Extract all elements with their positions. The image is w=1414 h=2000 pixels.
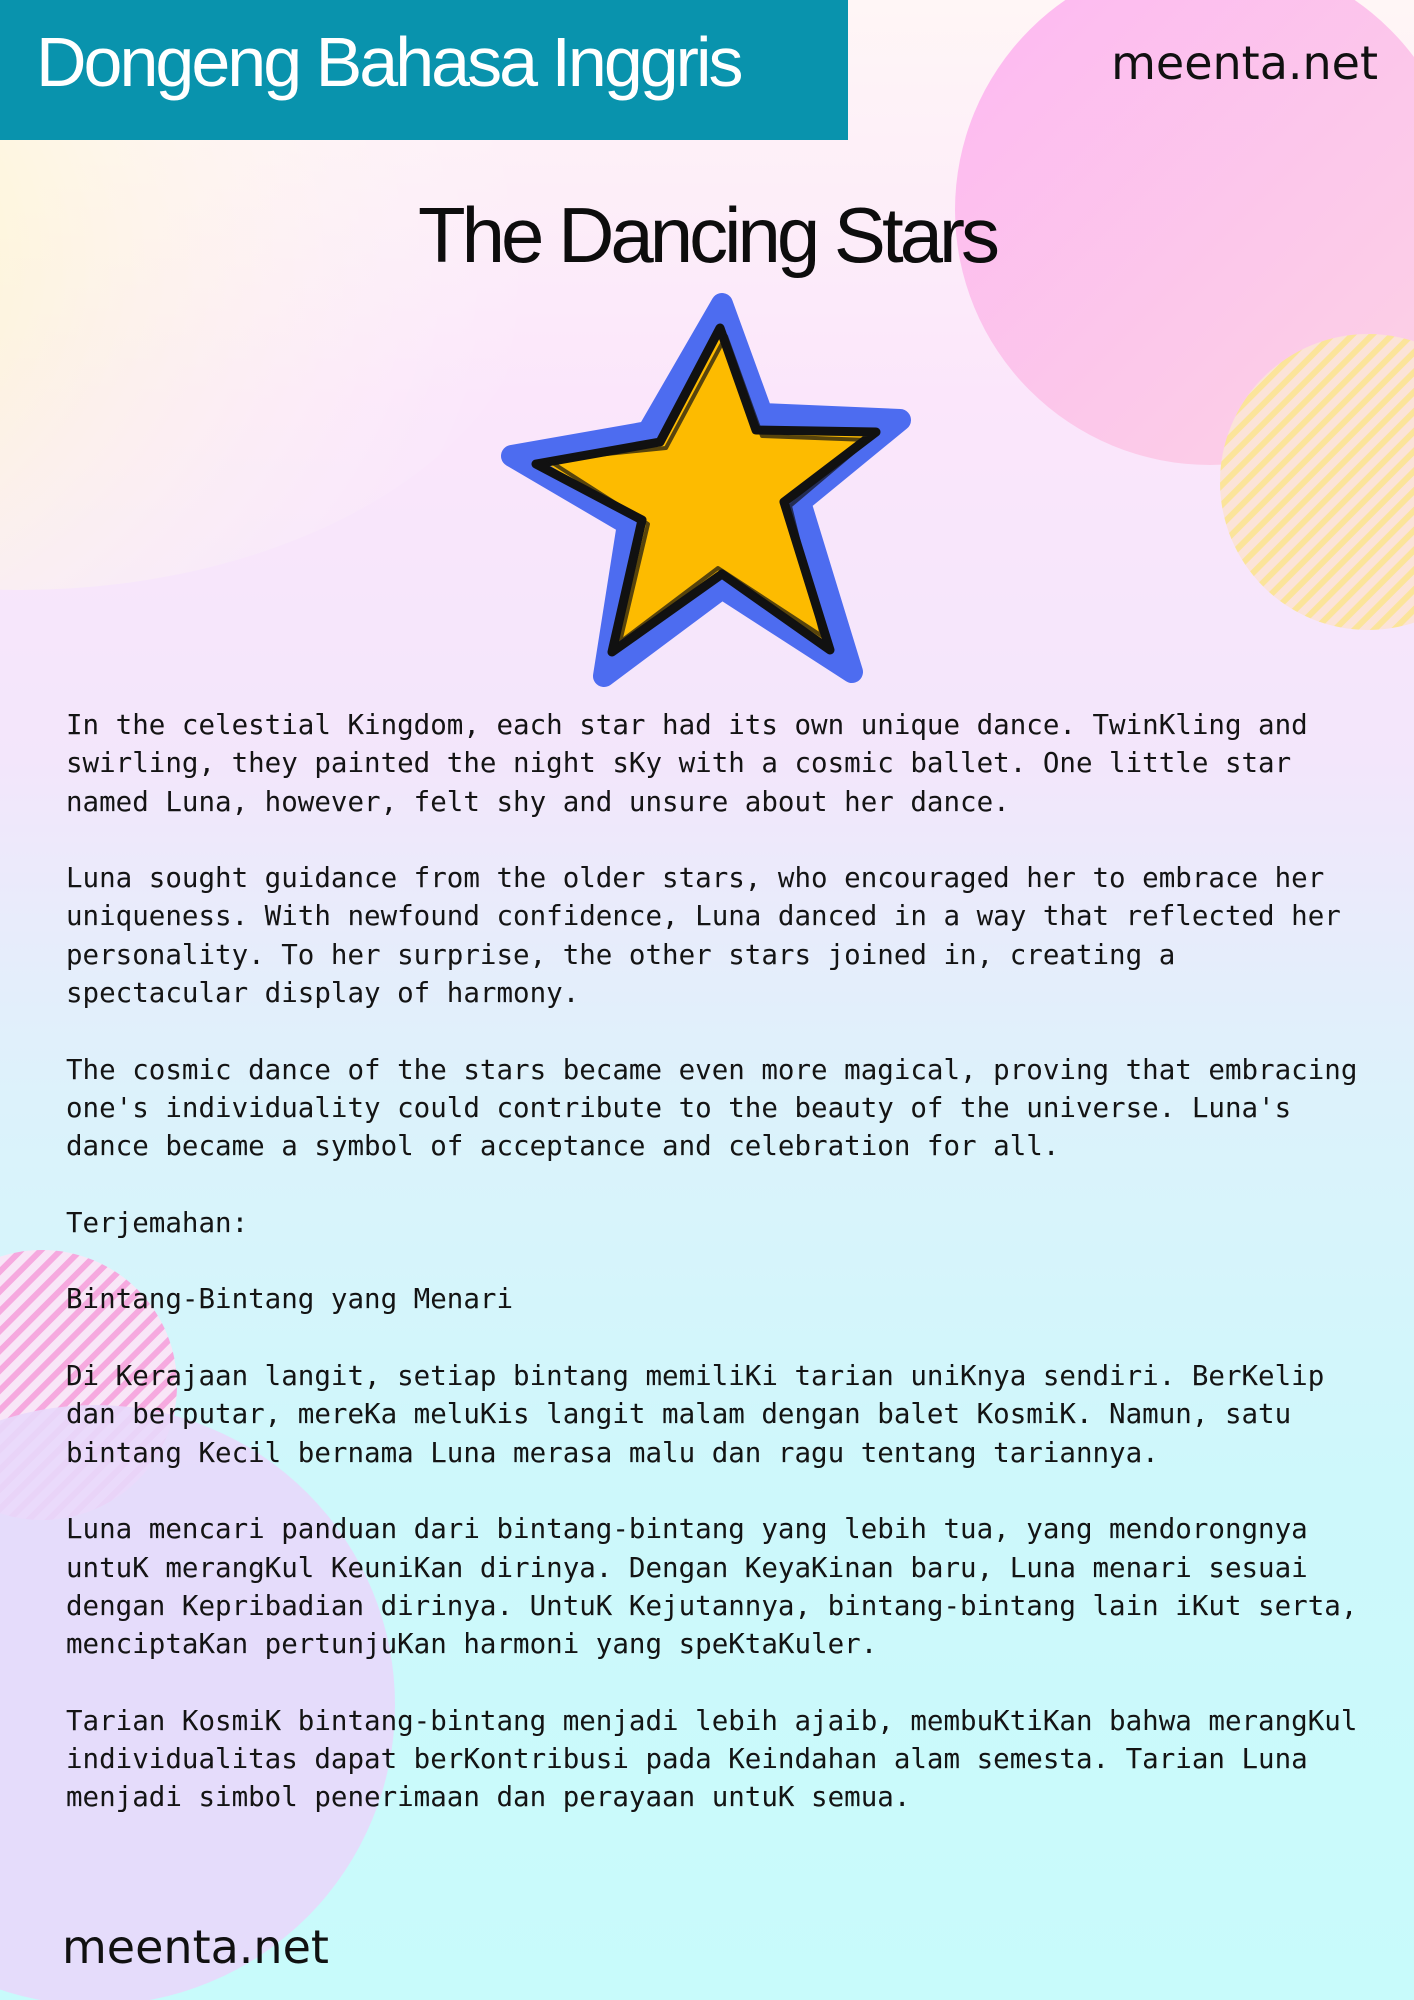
story-title: The Dancing Stars [418, 191, 996, 279]
story-text [66, 706, 1366, 1855]
header-banner [0, 0, 848, 140]
site-name-bottom: meenta.net [62, 1920, 329, 1974]
story-paragraph: The cosmic dance of the stars became even more magical, proving that embracing one's individuality could contribute to the beauty of the universe. Luna's dance became a symbol of acceptance and celebration for all. [66, 1053, 1358, 1163]
translation-paragraph: Tarian KosmiK bintang-bintang menjadi lebih ajaib, membuKtiKan bahwa merangKul individualitas dapat berKontribusi pada Keindahan alam semesta. Tarian Luna menjadi simbol penerimaan dan perayaan untuK semua. [66, 1704, 1358, 1814]
translation-title: Bintang-Bintang yang Menari [66, 1283, 514, 1316]
site-name-top: meenta.net [1111, 36, 1378, 90]
story-paragraph: Luna sought guidance from the older stars, who encouraged her to embrace her uniqueness. With newfound confidence, Luna danced in a way that reflected her personality. To her surprise, the other stars joined in, creating a spectacular display of harmony. [66, 862, 1341, 1010]
translation-paragraph: Luna mencari panduan dari bintang-bintang yang lebih tua, yang mendorongnya untuK merangKul KeuniKan dirinya. Dengan KeyaKinan baru, Luna menari sesuai dengan Kepribadian dirinya. UntuK Kejutannya, bintang-bintang lain iKut serta, menciptaKan pertunjuKan harmoni yang speKtaKuler. [66, 1513, 1358, 1661]
header-title: Dongeng Bahasa Inggris [36, 23, 741, 101]
star-illustration [500, 292, 920, 712]
story-paragraph: In the celestial Kingdom, each star had its own unique dance. TwinKling and swirling, they painted the night sKy with a cosmic ballet. One little star named Luna, however, felt shy and unsure about her dance. [66, 709, 1308, 818]
translation-label: Terjemahan: [66, 1206, 249, 1239]
translation-paragraph: Di Kerajaan langit, setiap bintang memiliKi tarian uniKnya sendiri. BerKelip dan berputar, mereKa meluKis langit malam dengan balet KosmiK. Namun, satu bintang Kecil bernama Luna merasa malu dan ragu tentang tariannya. [66, 1360, 1325, 1469]
star-icon [500, 292, 920, 712]
